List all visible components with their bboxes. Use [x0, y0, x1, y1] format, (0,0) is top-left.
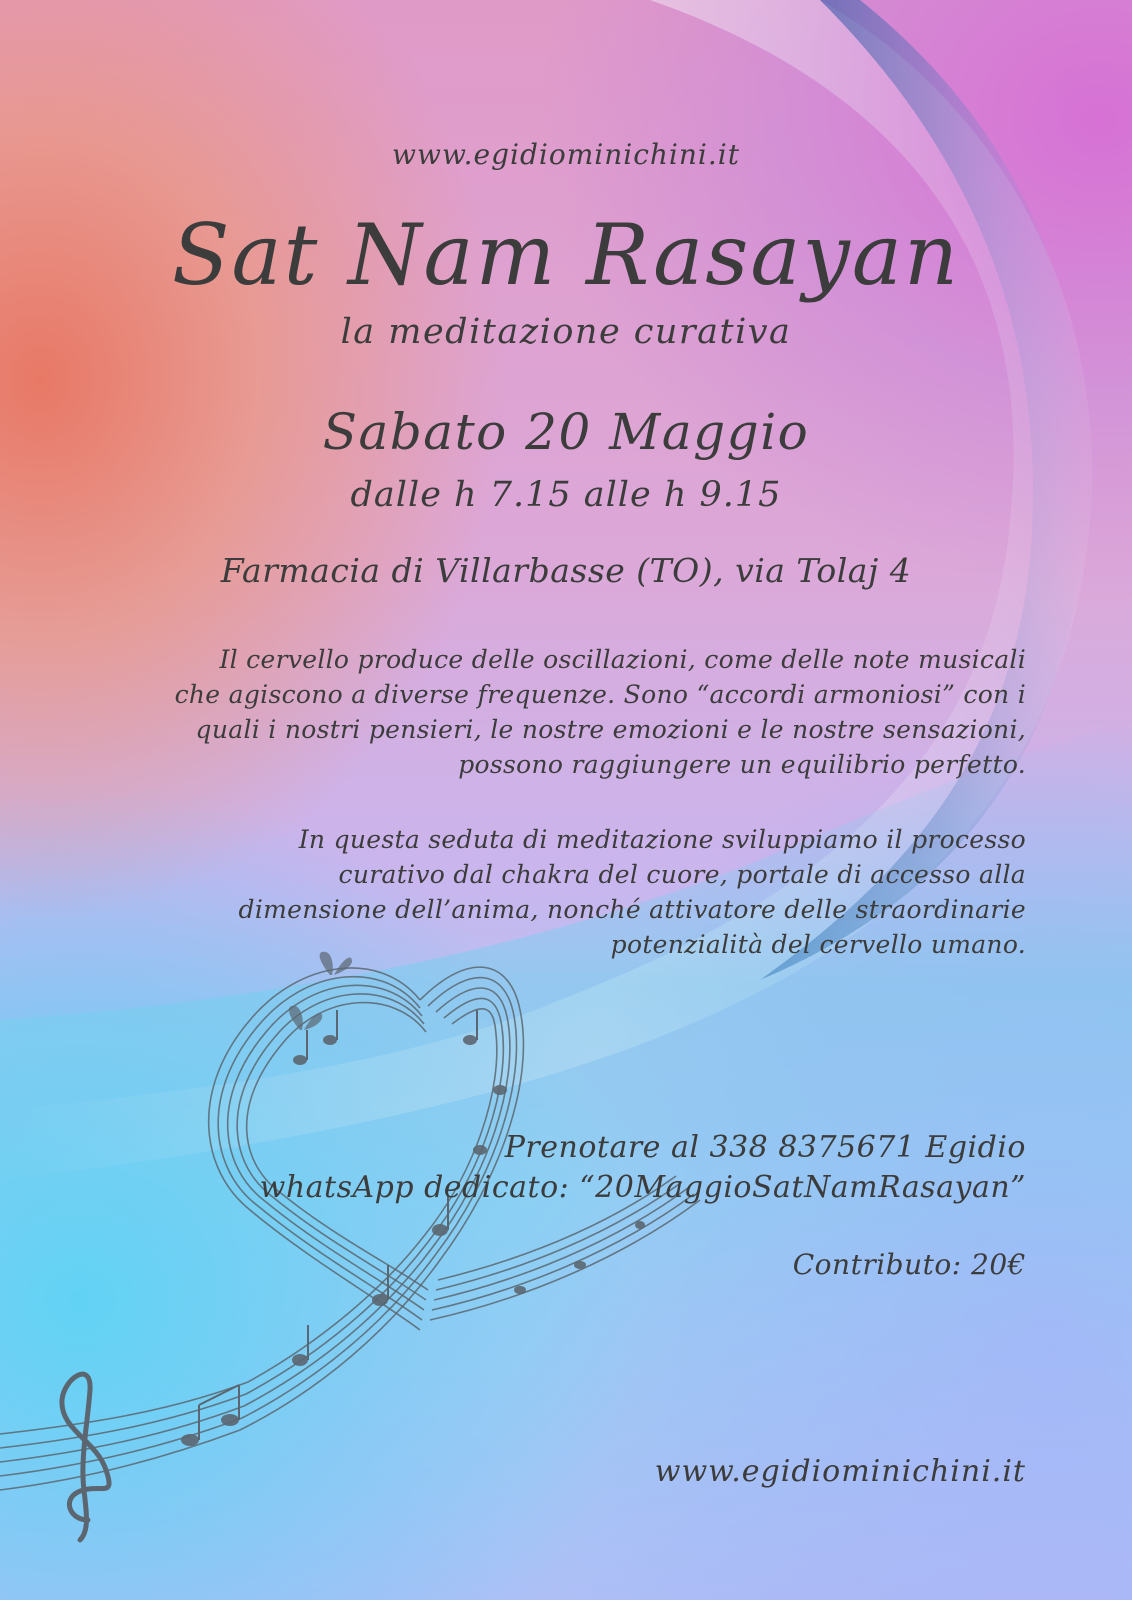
paragraph-line: potenzialità del cervello umano. — [610, 930, 1026, 959]
paragraph-line: possono raggiungere un equilibrio perfetto. — [458, 750, 1026, 779]
butterfly-icon — [289, 952, 352, 1030]
website-top[interactable]: www.egidiominichini.it — [392, 138, 740, 171]
description-paragraph-1 — [96, 642, 1026, 782]
booking-whatsapp: whatsApp dedicato: “20MaggioSatNamRasayan” — [259, 1170, 1026, 1205]
treble-clef-icon — [62, 1374, 109, 1540]
event-date: Sabato 20 Maggio — [322, 403, 810, 461]
paragraph-line: che agiscono a diverse frequenze. Sono “accordi armoniosi” con i — [174, 680, 1026, 709]
booking-info — [206, 1128, 1026, 1208]
booking-phone: Prenotare al 338 8375671 Egidio — [504, 1130, 1026, 1165]
event-time: dalle h 7.15 alle h 9.15 — [350, 475, 782, 515]
paragraph-line: In questa seduta di meditazione sviluppiamo il processo — [298, 825, 1026, 854]
event-place: Farmacia di Villarbasse (TO), via Tolaj 4 — [220, 551, 912, 590]
paragraph-line: curativo dal chakra del cuore, portale di accesso alla — [338, 860, 1026, 889]
page-title: Sat Nam Rasayan — [171, 206, 961, 304]
paragraph-line: Il cervello produce delle oscillazioni, come delle note musicali — [219, 645, 1026, 674]
subtitle: la meditazione curativa — [340, 312, 792, 352]
paragraph-line: dimensione dell’anima, nonché attivatore delle straordinarie — [238, 895, 1026, 924]
description-paragraph-2 — [96, 822, 1026, 962]
website-bottom[interactable]: www.egidiominichini.it — [654, 1454, 1026, 1489]
paragraph-line: quali i nostri pensieri, le nostre emozioni e le nostre sensazioni, — [195, 715, 1026, 744]
contribution: Contributo: 20€ — [792, 1248, 1026, 1281]
